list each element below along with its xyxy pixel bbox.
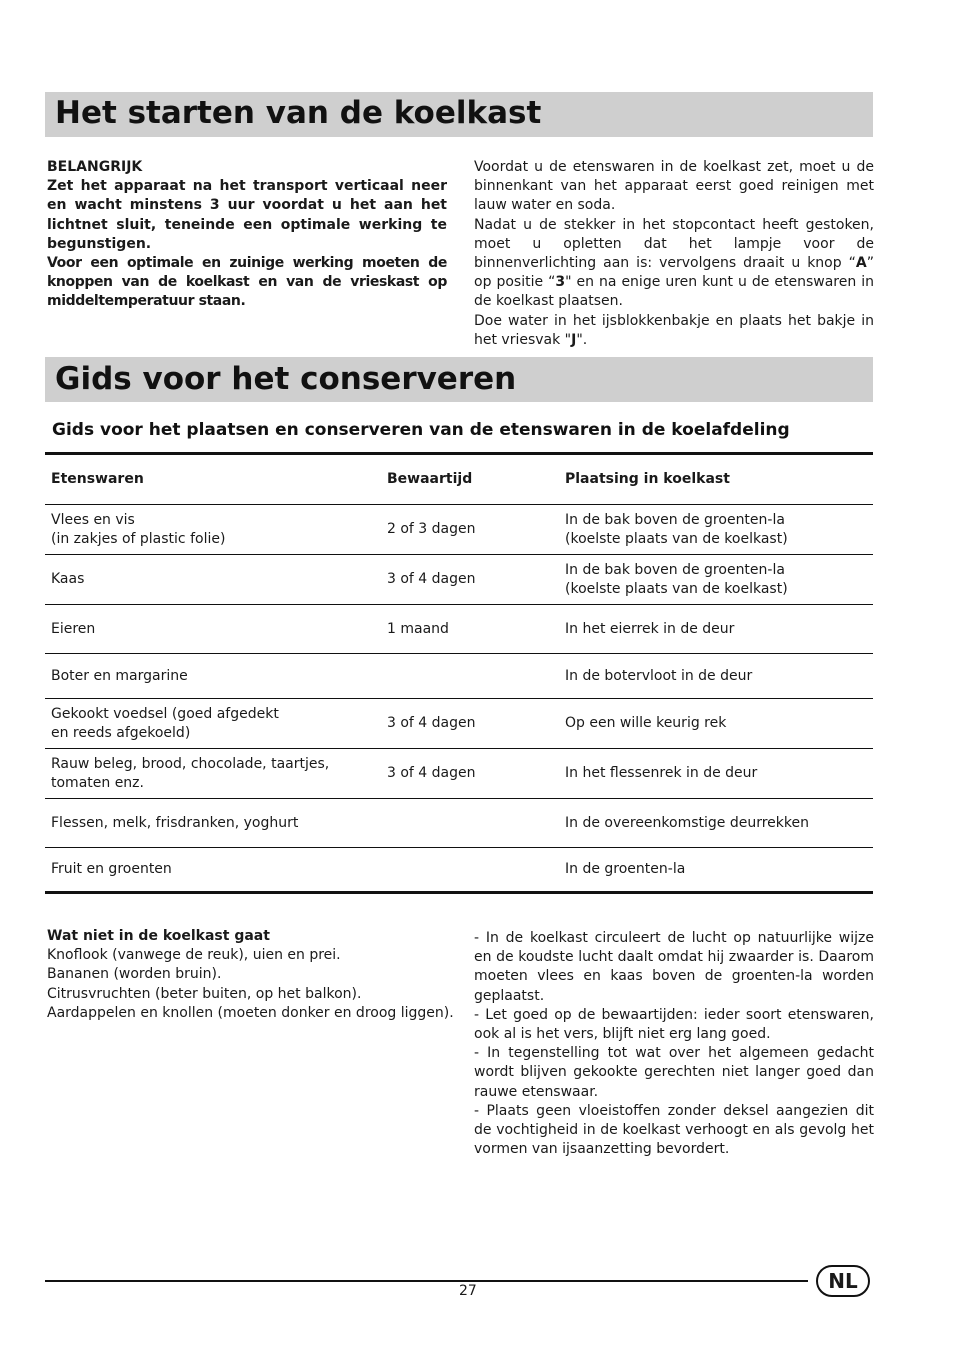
plug-in-paragraph: Nadat u de stekker in het stopcontact heeft gestoken, moet u opletten dat het lampje voor de binnenverlichting aan is: vervolgens draait u knop “A” op positie “3" en na enige uren kunt u de etenswaren in de koelkast plaatsen.	[474, 216, 874, 310]
placement-cell: Op een wille keurig rek	[559, 699, 873, 749]
important-notice	[47, 158, 447, 312]
table-header-row	[45, 454, 873, 505]
food-cell: Boter en margarine	[45, 654, 381, 699]
compartment-label: J	[571, 331, 577, 348]
knob-label: A	[855, 255, 867, 272]
list-item: Bananen (worden bruin).	[47, 966, 222, 983]
tip-paragraph: - In tegenstelling tot wat over het algemeen gedacht wordt blijven gekookte gerechten niet langer goed dan rauwe etenswaar.	[474, 1045, 874, 1100]
food-cell: Flessen, melk, frisdranken, yoghurt	[45, 799, 381, 848]
header-food: Etenswaren	[45, 454, 381, 505]
time-cell: 2 of 3 dagen	[381, 505, 559, 555]
table-row	[45, 555, 873, 605]
time-cell	[381, 654, 559, 699]
time-cell: 3 of 4 dagen	[381, 699, 559, 749]
placement-cell: In de bak boven de groenten-la (koelste plaats van de koelkast)	[559, 555, 873, 605]
food-cell: Vlees en vis (in zakjes of plastic folie)	[45, 505, 381, 555]
placement-cell: In de groenten-la	[565, 861, 686, 877]
food-cell: Rauw beleg, brood, chocolade, taartjes, tomaten enz.	[45, 749, 381, 799]
table-row	[45, 605, 873, 654]
tip-paragraph: - Plaats geen vloeistoffen zonder deksel aangezien dit de vochtigheid in de koelkast verhoogt en als gevolg het vormen van ijsaanzetting bevordert.	[474, 1102, 874, 1158]
section-title-conservation: Gids voor het conserveren	[45, 357, 873, 402]
table-row	[45, 749, 873, 799]
time-cell: 3 of 4 dagen	[381, 749, 559, 799]
list-item: Knoflook (vanwege de reuk), uien en prei.	[47, 947, 341, 964]
placement-cell: In de botervloot in de deur	[559, 654, 873, 699]
food-cell: Gekookt voedsel (goed afgedekt en reeds afgekoeld)	[45, 699, 381, 749]
starting-instructions	[474, 158, 874, 350]
not-in-fridge-heading: Wat niet in de koelkast gaat	[47, 928, 270, 944]
table-row	[45, 654, 873, 699]
important-heading: BELANGRIJK	[47, 159, 143, 175]
placement-cell: In de overeenkomstige deurrekken	[559, 799, 873, 848]
header-placement: Plaatsing in koelkast	[559, 454, 873, 505]
table-subtitle: Gids voor het plaatsen en conserveren van de etenswaren in de koelafdeling	[52, 420, 790, 440]
list-item: Citrusvruchten (beter buiten, op het balkon).	[47, 985, 362, 1002]
placement-cell: In de bak boven de groenten-la (koelste plaats van de koelkast)	[559, 505, 873, 555]
food-cell: Fruit en groenten	[51, 861, 172, 877]
page-number: 27	[459, 1283, 477, 1299]
not-in-fridge-list	[47, 927, 457, 1023]
food-cell: Eieren	[45, 605, 381, 654]
time-cell: 1 maand	[381, 605, 559, 654]
tip-paragraph: - Let goed op de bewaartijden: ieder soort etenswaren, ook al is het vers, blijft niet erg lang goed.	[474, 1006, 874, 1043]
language-badge: NL	[816, 1265, 870, 1297]
time-cell	[381, 799, 559, 848]
list-item: Aardappelen en knollen (moeten donker en droog liggen).	[47, 1004, 454, 1021]
footer-divider	[45, 1280, 808, 1282]
table-row	[45, 505, 873, 555]
ice-tray-paragraph: Doe water in het ijsblokkenbakje en plaats het bakje in het vriesvak "J".	[474, 312, 874, 348]
storage-table	[45, 452, 873, 894]
important-transport-text: Zet het apparaat na het transport verticaal neer en wacht minstens 3 uur voordat u het aan het lichtnet sluit, teneinde een optimale werking te begunstigen.	[47, 178, 447, 252]
table-row	[45, 799, 873, 848]
time-cell: 3 of 4 dagen	[381, 555, 559, 605]
header-storage-time: Bewaartijd	[381, 454, 559, 505]
knob-position: 3	[555, 274, 566, 291]
tip-paragraph: - In de koelkast circuleert de lucht op natuurlijke wijze en de koudste lucht daalt omdat hij zwaarder is. Daarom moeten vlees en kaas boven de groenten-la worden geplaatst.	[474, 930, 874, 1004]
food-cell: Kaas	[45, 555, 381, 605]
section-title-starting: Het starten van de koelkast	[45, 92, 873, 137]
table-row	[45, 848, 873, 893]
cleaning-paragraph: Voordat u de etenswaren in de koelkast zet, moet u de binnenkant van het apparaat eerst goed reinigen met lauw water en soda.	[474, 159, 874, 214]
placement-cell: In het flessenrek in de deur	[559, 749, 873, 799]
storage-tips	[474, 929, 874, 1159]
important-knob-text: Voor een optimale en zuinige werking moeten de knoppen van de koelkast en van de vrieskast op middeltemperatuur staan.	[47, 255, 447, 310]
placement-cell: In het eierrek in de deur	[559, 605, 873, 654]
time-cell	[381, 848, 559, 893]
table-row	[45, 699, 873, 749]
